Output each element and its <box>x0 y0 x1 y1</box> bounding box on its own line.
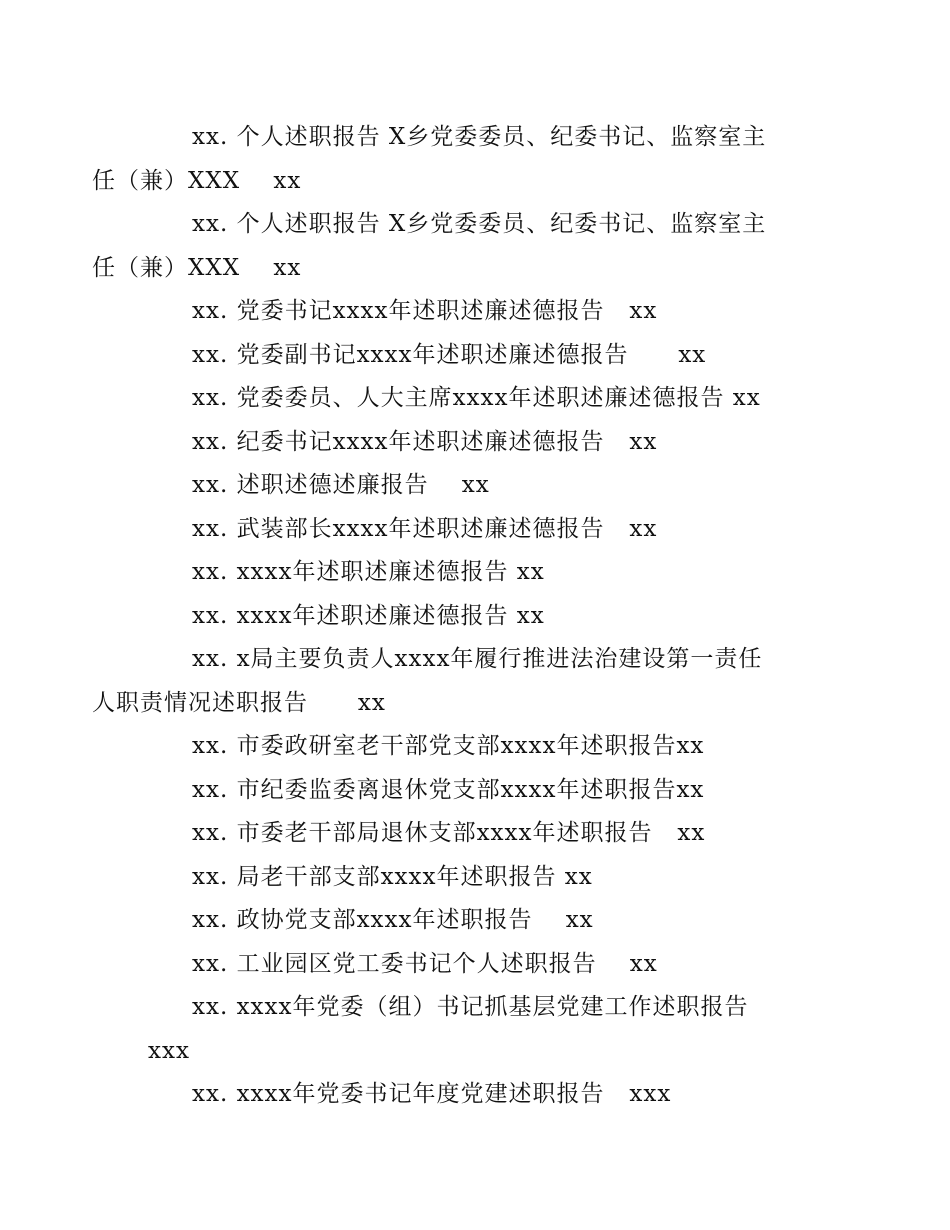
toc-entry <box>142 290 802 334</box>
toc-entry <box>142 943 802 987</box>
toc-entry-line: xx. 党委副书记xxxx年述职述廉述德报告 xx <box>192 341 707 368</box>
toc-entry-line: xx. xxxx年党委（组）书记抓基层党建工作述职报告 <box>192 994 749 1020</box>
toc-entry <box>142 725 802 769</box>
toc-entry <box>142 464 802 508</box>
toc-entry <box>142 377 802 421</box>
toc-entry-line: xx. 党委委员、人大主席xxxx年述职述廉述德报告 xx <box>192 385 761 411</box>
toc-entry-line: xx. 政协党支部xxxx年述职报告 xx <box>192 907 594 933</box>
toc-entry-line: xx. 党委书记xxxx年述职述廉述德报告 xx <box>192 298 658 324</box>
toc-entry <box>142 769 802 813</box>
toc-entry-line: xx. 述职述德述廉报告 xx <box>192 472 490 498</box>
table-of-contents <box>92 116 802 1117</box>
toc-entry <box>142 595 802 639</box>
toc-entry-line: xx. 局老干部支部xxxx年述职报告 xx <box>192 863 593 890</box>
toc-entry-line: xx. 市委政研室老干部党支部xxxx年述职报告xx <box>192 733 705 759</box>
toc-entry-continuation: 任（兼）XXX xx <box>92 254 302 281</box>
toc-entry <box>92 638 802 725</box>
toc-entry <box>142 334 802 378</box>
toc-entry-continuation: 人职责情况述职报告 xx <box>92 689 386 716</box>
toc-entry <box>142 1073 802 1117</box>
toc-entry-line: xx. 纪委书记xxxx年述职述廉述德报告 xx <box>192 428 658 455</box>
toc-entry-line: xx. xxxx年述职述廉述德报告 xx <box>192 602 545 629</box>
toc-entry-continuation: xxx <box>148 1037 190 1064</box>
toc-entry-line: xx. 市纪委监委离退休党支部xxxx年述职报告xx <box>192 776 705 803</box>
toc-entry <box>92 116 802 203</box>
toc-entry-line: xx. 个人述职报告 X乡党委委员、纪委书记、监察室主 <box>192 124 767 150</box>
toc-entry-line: xx. xxxx年述职述廉述德报告 xx <box>192 559 545 585</box>
toc-entry <box>142 508 802 552</box>
toc-entry <box>142 899 802 943</box>
toc-entry <box>142 421 802 465</box>
toc-entry-line: xx. xxxx年党委书记年度党建述职报告 xxx <box>192 1081 672 1107</box>
toc-entry-line: xx. 市委老干部局退休支部xxxx年述职报告 xx <box>192 820 706 846</box>
toc-entry-line: xx. x局主要负责人xxxx年履行推进法治建设第一责任 <box>192 646 763 672</box>
toc-entry <box>142 551 802 595</box>
toc-entry-line: xx. 个人述职报告 X乡党委委员、纪委书记、监察室主 <box>192 211 767 237</box>
toc-entry <box>92 203 802 290</box>
toc-entry-line: xx. 工业园区党工委书记个人述职报告 xx <box>192 950 658 977</box>
toc-entry-continuation: 任（兼）XXX xx <box>92 167 302 194</box>
toc-entry <box>142 856 802 900</box>
toc-entry <box>142 812 802 856</box>
toc-entry <box>142 986 802 1073</box>
toc-entry-line: xx. 武装部长xxxx年述职述廉述德报告 xx <box>192 515 658 542</box>
